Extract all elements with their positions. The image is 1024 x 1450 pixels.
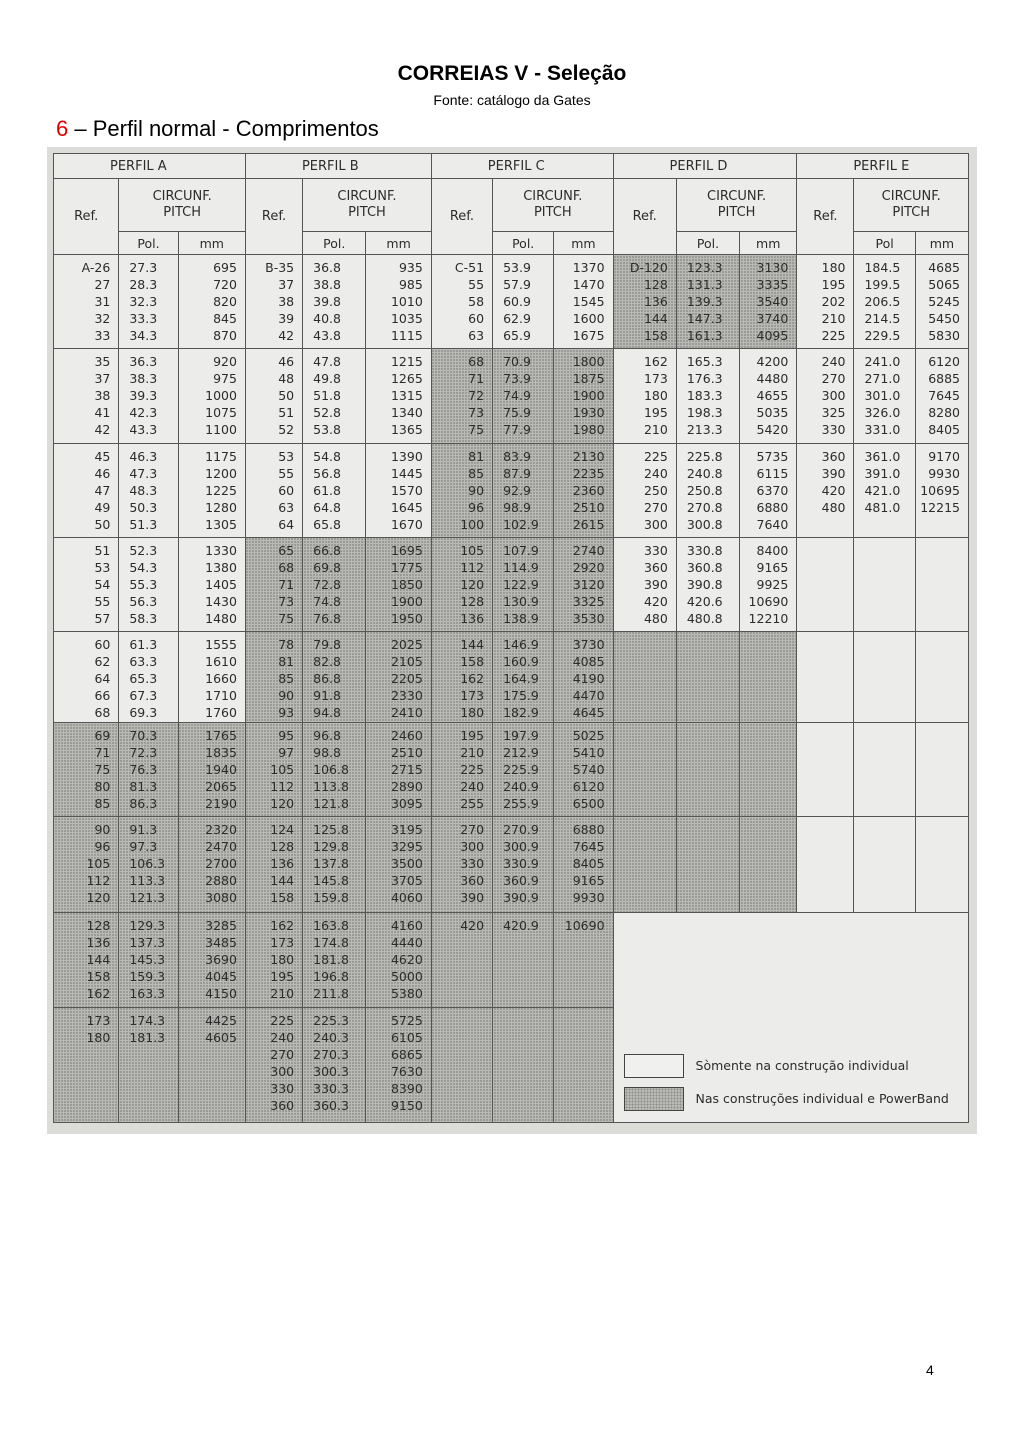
profile-c-ref-cell: 81 85 90 96 100 xyxy=(431,443,492,537)
empty-cell xyxy=(740,723,797,817)
profile-d-mm-cell: 4200 4480 4655 5035 5420 xyxy=(740,349,797,443)
table-body xyxy=(54,255,969,1123)
profile-e-ref-cell: 360 390 420 480 xyxy=(797,443,854,537)
profile-b-pol-cell: 36.8 38.8 39.8 40.8 43.8 xyxy=(303,255,366,349)
profile-d-header: PERFIL D xyxy=(613,154,797,179)
profile-a-mm-cell: 2320 2470 2700 2880 3080 xyxy=(178,817,245,912)
pol-header: Pol. xyxy=(493,232,554,255)
profile-a-ref-cell: 69 71 75 80 85 xyxy=(54,723,119,817)
empty-cell xyxy=(797,723,854,817)
empty-cell xyxy=(854,817,915,912)
profile-c-mm-cell: 2740 2920 3120 3325 3530 xyxy=(554,537,613,631)
profile-a-ref-cell: 90 96 105 112 120 xyxy=(54,817,119,912)
profile-e-mm-cell: 4685 5065 5245 5450 5830 xyxy=(915,255,968,349)
empty-cell xyxy=(915,631,968,722)
table-row xyxy=(54,912,969,1007)
profile-e-pol-cell: 361.0 391.0 421.0 481.0 xyxy=(854,443,915,537)
profile-b-mm-cell: 2025 2105 2205 2330 2410 xyxy=(366,631,431,722)
profile-a-mm-cell: 1330 1380 1405 1430 1480 xyxy=(178,537,245,631)
profile-c-mm-cell: 1370 1470 1545 1600 1675 xyxy=(554,255,613,349)
pitch-label: PITCH xyxy=(717,205,756,221)
profile-b-ref-cell: 65 68 71 73 75 xyxy=(245,537,302,631)
empty-cell xyxy=(797,537,854,631)
profile-c-ref-cell: C-51 55 58 60 63 xyxy=(431,255,492,349)
empty-cell xyxy=(740,817,797,912)
mm-header: mm xyxy=(178,232,245,255)
legend-item-individual xyxy=(624,1052,968,1079)
belt-length-table xyxy=(53,153,969,1123)
profile-a-ref-cell: 35 37 38 41 42 xyxy=(54,349,119,443)
profile-b-pol-cell: 125.8 129.8 137.8 145.8 159.8 xyxy=(303,817,366,912)
section-heading xyxy=(56,116,379,142)
profile-e-header: PERFIL E xyxy=(797,154,969,179)
profile-a-pol-cell: 129.3 137.3 145.3 159.3 163.3 xyxy=(119,912,178,1007)
profile-b-pol-cell: 54.8 56.8 61.8 64.8 65.8 xyxy=(303,443,366,537)
profile-c-pol-cell: 107.9 114.9 122.9 130.9 138.9 xyxy=(493,537,554,631)
profile-b-mm-cell: 1215 1265 1315 1340 1365 xyxy=(366,349,431,443)
profile-a-pol-cell: 46.3 47.3 48.3 50.3 51.3 xyxy=(119,443,178,537)
profile-b-mm-cell: 1390 1445 1570 1645 1670 xyxy=(366,443,431,537)
profile-c-mm-cell: 3730 4085 4190 4470 4645 xyxy=(554,631,613,722)
profile-c-header: PERFIL C xyxy=(431,154,613,179)
profile-e-ref-cell: 180 195 202 210 225 xyxy=(797,255,854,349)
circumference-header xyxy=(493,179,613,232)
profile-b-ref-cell: 53 55 60 63 64 xyxy=(245,443,302,537)
profile-c-ref-cell: 105 112 120 128 136 xyxy=(431,537,492,631)
profile-a-ref-cell: 51 53 54 55 57 xyxy=(54,537,119,631)
profile-b-ref-cell: 46 48 50 51 52 xyxy=(245,349,302,443)
profile-b-pol-cell: 96.8 98.8 106.8 113.8 121.8 xyxy=(303,723,366,817)
profile-e-pol-cell: 184.5 199.5 206.5 214.5 229.5 xyxy=(854,255,915,349)
ref-header: Ref. xyxy=(431,179,492,255)
profile-a-mm-cell: 4425 4605 xyxy=(178,1007,245,1122)
pol-header: Pol. xyxy=(676,232,739,255)
section-title: – Perfil normal - Comprimentos xyxy=(68,116,379,141)
legend-swatch-shaded xyxy=(624,1087,684,1111)
profile-c-ref-cell: 68 71 72 73 75 xyxy=(431,349,492,443)
profile-c-ref-cell: 420 xyxy=(431,912,492,1007)
profile-c-pol-cell: 146.9 160.9 164.9 175.9 182.9 xyxy=(493,631,554,722)
mm-header: mm xyxy=(915,232,968,255)
mm-header: mm xyxy=(740,232,797,255)
empty-cell xyxy=(854,723,915,817)
pol-header: Pol xyxy=(854,232,915,255)
profile-d-mm-cell: 3130 3335 3540 3740 4095 xyxy=(740,255,797,349)
source-note: Fonte: catálogo da Gates xyxy=(433,92,591,108)
table-row xyxy=(54,631,969,722)
profile-d-pol-cell: 165.3 176.3 183.3 198.3 213.3 xyxy=(676,349,739,443)
profile-c-pol-cell: 420.9 xyxy=(493,912,554,1007)
profile-a-ref-cell: 128 136 144 158 162 xyxy=(54,912,119,1007)
profile-e-pol-cell: 241.0 271.0 301.0 326.0 331.0 xyxy=(854,349,915,443)
profile-d-mm-cell: 8400 9165 9925 10690 12210 xyxy=(740,537,797,631)
empty-cell xyxy=(613,631,676,722)
circumference-label: CIRCUNF. xyxy=(337,189,397,205)
circumference-label: CIRCUNF. xyxy=(881,189,941,205)
profile-a-pol-cell: 91.3 97.3 106.3 113.3 121.3 xyxy=(119,817,178,912)
pol-header: Pol. xyxy=(119,232,178,255)
empty-cell xyxy=(797,817,854,912)
profile-e-mm-cell: 6120 6885 7645 8280 8405 xyxy=(915,349,968,443)
profile-a-header: PERFIL A xyxy=(54,154,246,179)
profile-c-pol-cell: 53.9 57.9 60.9 62.9 65.9 xyxy=(493,255,554,349)
page-title: CORREIAS V - Seleção xyxy=(397,62,627,85)
profile-a-mm-cell: 3285 3485 3690 4045 4150 xyxy=(178,912,245,1007)
legend-label-powerband: Nas construções individual e PowerBand xyxy=(695,1091,949,1106)
profile-c-pol-cell: 83.9 87.9 92.9 98.9 102.9 xyxy=(493,443,554,537)
table-row xyxy=(54,537,969,631)
profile-a-ref-cell: 173 180 xyxy=(54,1007,119,1122)
table-row xyxy=(54,255,969,349)
mm-header: mm xyxy=(554,232,613,255)
profile-b-pol-cell: 66.8 69.8 72.8 74.8 76.8 xyxy=(303,537,366,631)
profile-b-ref-cell: B-35 37 38 39 42 xyxy=(245,255,302,349)
table-row xyxy=(54,723,969,817)
profile-a-mm-cell: 1175 1200 1225 1280 1305 xyxy=(178,443,245,537)
profile-b-mm-cell: 5725 6105 6865 7630 8390 9150 xyxy=(366,1007,431,1122)
profile-d-mm-cell: 5735 6115 6370 6880 7640 xyxy=(740,443,797,537)
pitch-label: PITCH xyxy=(348,205,386,221)
profile-b-pol-cell: 225.3 240.3 270.3 300.3 330.3 360.3 xyxy=(303,1007,366,1122)
table-row xyxy=(54,443,969,537)
mm-header: mm xyxy=(366,232,431,255)
profile-c-pol-cell: 270.9 300.9 330.9 360.9 390.9 xyxy=(493,817,554,912)
profile-b-mm-cell: 3195 3295 3500 3705 4060 xyxy=(366,817,431,912)
legend-swatch-plain xyxy=(624,1054,684,1078)
profile-d-ref-cell: 225 240 250 270 300 xyxy=(613,443,676,537)
profile-b-mm-cell: 935 985 1010 1035 1115 xyxy=(366,255,431,349)
profile-b-header: PERFIL B xyxy=(245,154,431,179)
empty-cell xyxy=(493,1007,554,1122)
circumference-label: CIRCUNF. xyxy=(523,189,583,205)
ref-header: Ref. xyxy=(54,179,119,255)
ref-header: Ref. xyxy=(797,179,854,255)
profile-c-mm-cell: 1800 1875 1900 1930 1980 xyxy=(554,349,613,443)
profile-c-ref-cell: 270 300 330 360 390 xyxy=(431,817,492,912)
profile-d-ref-cell: 330 360 390 420 480 xyxy=(613,537,676,631)
profile-a-mm-cell: 1765 1835 1940 2065 2190 xyxy=(178,723,245,817)
profile-d-pol-cell: 123.3 131.3 139.3 147.3 161.3 xyxy=(676,255,739,349)
empty-cell xyxy=(554,1007,613,1122)
table-row xyxy=(54,349,969,443)
profile-c-pol-cell: 197.9 212.9 225.9 240.9 255.9 xyxy=(493,723,554,817)
profile-a-pol-cell: 174.3 181.3 xyxy=(119,1007,178,1122)
empty-cell xyxy=(613,817,676,912)
profile-c-mm-cell: 10690 xyxy=(554,912,613,1007)
empty-cell xyxy=(854,537,915,631)
profile-a-mm-cell: 1555 1610 1660 1710 1760 xyxy=(178,631,245,722)
empty-cell xyxy=(797,631,854,722)
ref-header: Ref. xyxy=(613,179,676,255)
circumference-label: CIRCUNF. xyxy=(707,189,767,205)
profile-b-ref-cell: 225 240 270 300 330 360 xyxy=(245,1007,302,1122)
pol-header: Pol. xyxy=(303,232,366,255)
pitch-label: PITCH xyxy=(163,205,201,221)
empty-cell xyxy=(915,723,968,817)
legend-item-powerband xyxy=(624,1085,968,1112)
ref-header: Ref. xyxy=(245,179,302,255)
legend-area xyxy=(613,912,968,1122)
profile-b-ref-cell: 124 128 136 144 158 xyxy=(245,817,302,912)
empty-cell xyxy=(854,631,915,722)
profile-a-ref-cell: 45 46 47 49 50 xyxy=(54,443,119,537)
pitch-label: PITCH xyxy=(892,205,931,221)
profile-b-pol-cell: 79.8 82.8 86.8 91.8 94.8 xyxy=(303,631,366,722)
profile-b-pol-cell: 163.8 174.8 181.8 196.8 211.8 xyxy=(303,912,366,1007)
empty-cell xyxy=(676,723,739,817)
circumference-header xyxy=(303,179,432,232)
profile-d-ref-cell: D-120 128 136 144 158 xyxy=(613,255,676,349)
profile-c-mm-cell: 2130 2235 2360 2510 2615 xyxy=(554,443,613,537)
empty-cell xyxy=(740,631,797,722)
profile-a-pol-cell: 36.3 38.3 39.3 42.3 43.3 xyxy=(119,349,178,443)
profile-d-pol-cell: 330.8 360.8 390.8 420.6 480.8 xyxy=(676,537,739,631)
profile-a-ref-cell: 60 62 64 66 68 xyxy=(54,631,119,722)
profile-a-pol-cell: 70.3 72.3 76.3 81.3 86.3 xyxy=(119,723,178,817)
profile-c-ref-cell: 144 158 162 173 180 xyxy=(431,631,492,722)
circumference-header xyxy=(119,179,246,232)
profile-e-ref-cell: 240 270 300 325 330 xyxy=(797,349,854,443)
profile-b-mm-cell: 2460 2510 2715 2890 3095 xyxy=(366,723,431,817)
empty-cell xyxy=(431,1007,492,1122)
profile-e-mm-cell: 9170 9930 10695 12215 xyxy=(915,443,968,537)
profile-b-ref-cell: 162 173 180 195 210 xyxy=(245,912,302,1007)
empty-cell xyxy=(915,537,968,631)
profile-b-mm-cell: 1695 1775 1850 1900 1950 xyxy=(366,537,431,631)
profile-c-mm-cell: 5025 5410 5740 6120 6500 xyxy=(554,723,613,817)
page-number: 4 xyxy=(926,1362,934,1378)
legend xyxy=(614,1052,968,1122)
profile-c-pol-cell: 70.9 73.9 74.9 75.9 77.9 xyxy=(493,349,554,443)
empty-cell xyxy=(613,723,676,817)
empty-cell xyxy=(676,817,739,912)
profile-c-ref-cell: 195 210 225 240 255 xyxy=(431,723,492,817)
legend-label-individual: Sòmente na construção individual xyxy=(695,1058,909,1073)
profile-b-ref-cell: 95 97 105 112 120 xyxy=(245,723,302,817)
empty-cell xyxy=(676,631,739,722)
circumference-label: CIRCUNF. xyxy=(152,189,212,205)
profile-b-pol-cell: 47.8 49.8 51.8 52.8 53.8 xyxy=(303,349,366,443)
profile-d-pol-cell: 225.8 240.8 250.8 270.8 300.8 xyxy=(676,443,739,537)
profile-a-pol-cell: 52.3 54.3 55.3 56.3 58.3 xyxy=(119,537,178,631)
circumference-header xyxy=(854,179,969,232)
profile-a-pol-cell: 27.3 28.3 32.3 33.3 34.3 xyxy=(119,255,178,349)
profile-d-ref-cell: 162 173 180 195 210 xyxy=(613,349,676,443)
profile-c-mm-cell: 6880 7645 8405 9165 9930 xyxy=(554,817,613,912)
profile-b-ref-cell: 78 81 85 90 93 xyxy=(245,631,302,722)
pitch-label: PITCH xyxy=(533,205,572,221)
empty-cell xyxy=(915,817,968,912)
profile-a-pol-cell: 61.3 63.3 65.3 67.3 69.3 xyxy=(119,631,178,722)
table-row xyxy=(54,817,969,912)
circumference-header xyxy=(676,179,796,232)
profile-b-mm-cell: 4160 4440 4620 5000 5380 xyxy=(366,912,431,1007)
section-number: 6 xyxy=(56,116,69,141)
profile-a-mm-cell: 695 720 820 845 870 xyxy=(178,255,245,349)
profile-a-ref-cell: A-26 27 31 32 33 xyxy=(54,255,119,349)
profile-a-mm-cell: 920 975 1000 1075 1100 xyxy=(178,349,245,443)
